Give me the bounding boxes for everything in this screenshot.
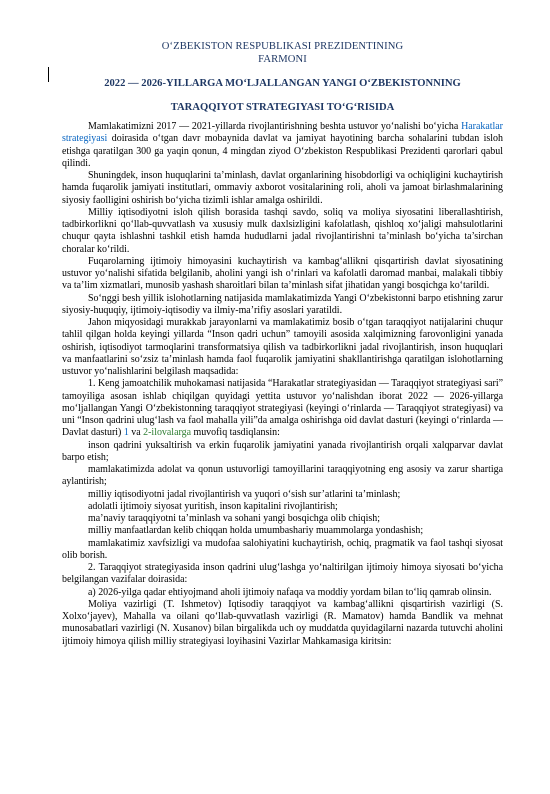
decree-title-line-2: TARAQQIYOT STRATEGIYASI TO‘G‘RISIDA [170,102,395,113]
priority-4: adolatli ijtimoiy siyosat yuritish, inson kapitalini rivojlantirish; [88,500,338,512]
decree-authority: O‘ZBEKISTON RESPUBLIKASI PREZIDENTINING [161,41,404,52]
priority-5: ma’naviy taraqqiyotni ta’minlash va sohani yangi bosqichga olib chiqish; [88,513,380,524]
priority-3: milliy iqtisodiyotni jadal rivojlantirish va yuqori o‘sish sur’atlarini ta’minlash; [88,488,401,500]
paragraph-7: 1. Keng jamoatchilik muhokamasi natijasida “Harakatlar strategiyasidan — Taraqqiyot strategiyasi sari” tamoyiliga asosan ishlab chiqilgan quyidagi yettita ustuvor yo‘nalishdan iborat 2022 — 2026-yillarga mo‘ljallangan Yangi O‘zbekistonning taraqqiyot strategiyasi (keyingi o‘rinlarda — Taraqqiyot strategiyasi) va uni “Inson qadrini ulug‘lash va faol mahalla yili”da amalga oshirishga oid davlat dasturi (keyingi o‘rinlarda — Davlat dasturi) 1 va 2-ilovalarga muvofiq tasdiqlansin: [62,378,503,439]
decree-type: FARMONI [258,54,307,65]
priority-6: milliy manfaatlardan kelib chiqqan holda umumbashariy muammolarga yondashish; [88,525,424,537]
paragraph-ministry: Moliya vazirligi (T. Ishmetov) Iqtisodiy taraqqiyot va kambag‘allikni qisqartirish vazirligi (S. Xolxo‘jayev), Mahalla va oilani qo‘llab-quvvatlash vazirligi (R. Mamatov) hamda Bandlik va mehnat munosabatlari vazirligi (N. Xusanov) bilan birgalikda uch oy muddatda quyidagilarni nazarda tutuvchi aholini ijtimoiy himoya qilish milliy strategiyasi loyihasini Vazirlar Mahkamasiga kiritsin: [62,598,503,647]
document-page [0,40,550,794]
text-cursor [48,67,49,82]
harakatlar-strategiyasi-link[interactable]: Harakatlar strategiyasi [62,121,503,145]
appendix-2-link[interactable]: 2-ilovalarga [143,427,191,439]
paragraph-3: Milliy iqtisodiyotni isloh qilish borasida tashqi savdo, soliq va moliya siyosatini liberallashtirish, tadbirkorlikni qo‘llab-quvvatlash va xususiy mulk daxlsizligini kafolatlash, qishloq xo‘jaligi mahsulotlarini chuqur qayta ishlashni tashkil etish hamda hududlarni jadal rivojlantirishni ta’minlash bo‘yicha ta’sirchan choralar ko‘rildi. [62,206,503,255]
paragraph-6: Jahon miqyosidagi murakkab jarayonlarni va mamlakatimiz bosib o‘tgan taraqqiyot natijalarini chuqur tahlil qilgan holda keyingi yillarda “Inson qadri uchun” tamoyili asosida xalqimizning farovonligini yanada oshirish, iqtisodiyot tarmoqlarini transformatsiya qilish va tadbirkorlikni jadal rivojlantirish, inson huquqlari va manfaatlarini so‘zsiz ta’minlash hamda faol fuqarolik jamiyatini shakllantirishga qaratilgan islohotlarning ustuvor yo‘nalishlarini belgilash maqsadida: [62,317,503,377]
paragraph-5: So‘nggi besh yillik islohotlarning natijasida mamlakatimizda Yangi O‘zbekistonni barpo etishning zarur siyosiy-huquqiy, ijtimoiy-iqtisodiy va ilmiy-ma’rifiy asoslari yaratildi. [62,292,503,316]
paragraph-clause-2a: a) 2026-yilga qadar ehtiyojmand aholi ijtimoiy nafaqa va moddiy yordam bilan to‘liq qamrab olinsin. [88,586,492,598]
paragraph-clause-2: 2. Taraqqiyot strategiyasida inson qadrini ulug‘lashga yo‘naltirilgan ijtimoiy himoya siyosati bo‘yicha belgilangan vazifalar doirasida: [62,562,503,586]
appendix-1-link[interactable]: 1 [123,427,129,439]
paragraph-1: Mamlakatimizni 2017 — 2021-yillarda rivojlantirishning beshta ustuvor yo‘nalishi bo‘yicha Harakatlar strategiyasi doirasida o‘tgan davr mobaynida davlat va jamiyat hayotining barcha sohalarini tubdan isloh etishga qaratilgan 300 ga yaqin qonun, 4 mingdan ziyod O‘zbekiston Respublikasi Prezidenti qarorlari qabul qilindi. [62,121,503,169]
paragraph-4: Fuqarolarning ijtimoiy himoyasini kuchaytirish va kambag‘allikni qisqartirish davlat siyosatining ustuvor yo‘nalishi sifatida belgilanib, aholini yangi ish o‘rinlari va kafolatli daromad manbai, malakali tibbiy va ta’lim xizmatlari, munosib yashash sharoitlari bilan ta’minlash sifat jihatidan yangi bosqichga ko‘tarildi. [62,255,503,292]
priority-7: mamlakatimiz xavfsizligi va mudofaa salohiyatini kuchaytirish, ochiq, pragmatik va faol tashqi siyosat olib borish. [62,537,503,561]
priority-2: mamlakatimizda adolat va qonun ustuvorligi tamoyillarini taraqqiyotning eng asosiy va zarur shartiga aylantirish; [62,464,503,488]
paragraph-2: Shuningdek, inson huquqlarini ta’minlash, davlat organlarining hisobdorligi va ochiqligini kuchaytirish hamda fuqarolik jamiyati institutlari, ommaviy axborot vositalarining roli, aholi va jamoat birlashmalarining siyosiy faolligini oshirish bo‘yicha tizimli ishlar amalga oshirildi. [62,170,503,206]
decree-title-line-1: 2022 — 2026-YILLARGA MO‘LJALLANGAN YANGI O‘ZBEKISTONNING [104,78,461,89]
document-body [62,121,503,648]
priority-1: inson qadrini yuksaltirish va erkin fuqarolik jamiyatini yanada rivojlantirish orqali xalqparvar davlat barpo etish; [62,439,503,463]
